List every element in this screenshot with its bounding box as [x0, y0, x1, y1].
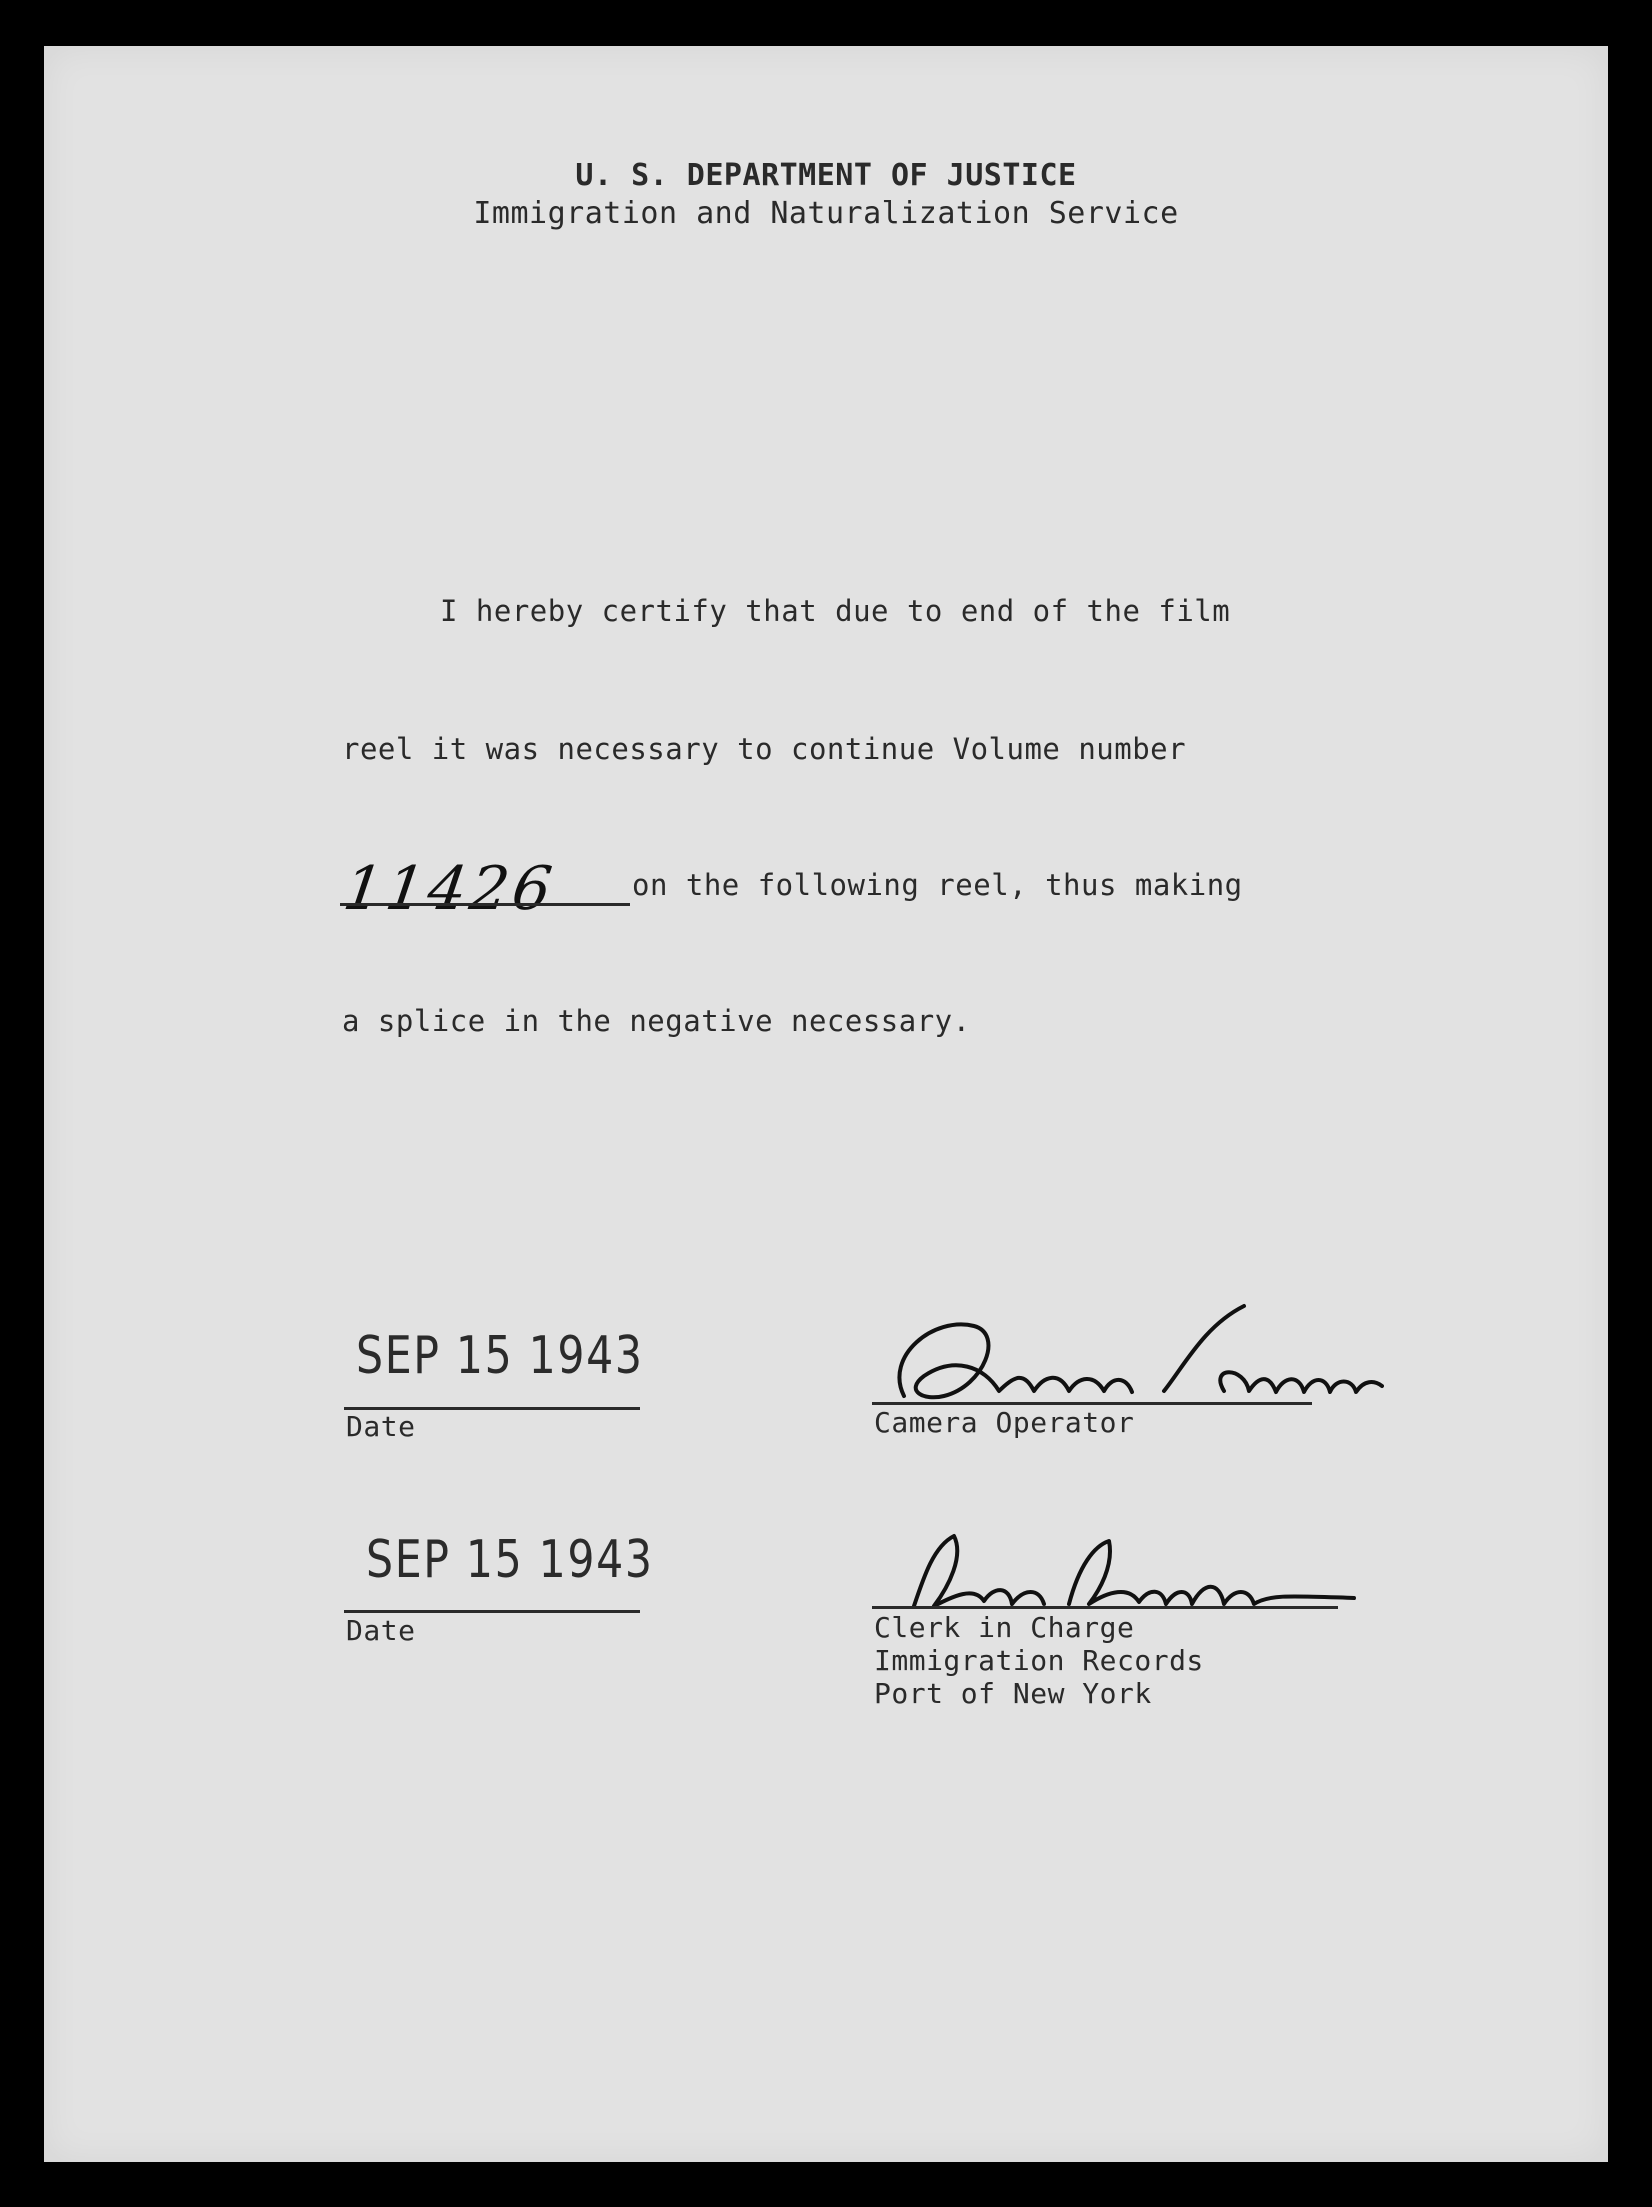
clerk-office-label: Immigration Records [874, 1644, 1204, 1677]
volume-number-handwritten: 11426 [339, 854, 560, 924]
certification-line-1: I hereby certify that due to end of the film [440, 594, 1231, 628]
date-label-1: Date [346, 1410, 416, 1443]
clerk-signature-line [872, 1606, 1338, 1609]
certification-line-3: on the following reel, thus making [632, 868, 1243, 902]
date-stamp-2: SEP 15 1943 [366, 1530, 654, 1590]
date-line-2 [344, 1610, 640, 1613]
date-stamp-1: SEP 15 1943 [356, 1326, 644, 1386]
service-heading: Immigration and Naturalization Service [473, 196, 1179, 231]
date-label-2: Date [346, 1614, 416, 1647]
certification-line-2: reel it was necessary to continue Volume number [342, 732, 1187, 766]
clerk-location-label: Port of New York [874, 1677, 1152, 1710]
volume-number-underline [340, 903, 630, 906]
department-heading: U. S. DEPARTMENT OF JUSTICE [575, 158, 1077, 193]
camera-operator-signature-line [872, 1402, 1312, 1405]
certificate-page [44, 46, 1608, 2162]
camera-operator-label: Camera Operator [874, 1406, 1135, 1439]
certification-line-4: a splice in the negative necessary. [342, 1004, 971, 1038]
clerk-title-label: Clerk in Charge [874, 1611, 1135, 1644]
